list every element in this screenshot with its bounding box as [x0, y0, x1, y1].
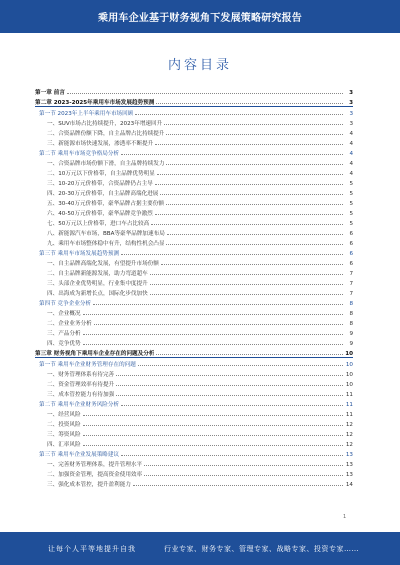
toc-entry[interactable]	[35, 358, 353, 368]
toc-entry[interactable]	[35, 418, 353, 428]
toc-leader-dots	[166, 244, 343, 245]
toc-entry[interactable]	[35, 398, 353, 408]
document-footer	[0, 532, 400, 565]
toc-entry[interactable]	[35, 438, 353, 448]
toc-entry[interactable]	[35, 107, 353, 117]
toc-entry[interactable]	[35, 137, 353, 147]
toc-entry[interactable]	[35, 287, 353, 297]
toc-leader-dots	[155, 214, 343, 215]
toc-entry-text: 四、竞争优势	[47, 341, 81, 347]
toc-entry[interactable]	[35, 257, 353, 267]
toc-entry-page: 13	[345, 472, 353, 478]
page-number: 1	[343, 514, 347, 520]
toc-entry-page: 11	[345, 412, 353, 418]
toc-entry-page: 6	[349, 251, 353, 257]
toc-entry-text: 第三节 乘用车企业发展策略建议	[39, 452, 120, 458]
toc-leader-dots	[161, 264, 343, 265]
toc-entry[interactable]	[35, 247, 353, 257]
toc-entry[interactable]	[35, 267, 353, 277]
toc-entry[interactable]	[35, 227, 353, 237]
toc-leader-dots	[83, 314, 343, 315]
toc-leader-dots	[156, 354, 343, 355]
toc-leader-dots	[160, 194, 343, 195]
toc-leader-dots	[155, 144, 343, 145]
toc-entry-text: 二、10万元以下价格带，自主品牌优势明显	[47, 171, 155, 177]
toc-entry-page: 6	[349, 241, 353, 247]
toc-leader-dots	[151, 224, 343, 225]
toc-leader-dots	[150, 284, 343, 285]
toc-entry-text: 第三节 乘用车市场发展趋势预测	[39, 251, 120, 257]
toc-entry-text: 五、30-40万元价格带，豪华品牌占据主要份额	[47, 201, 164, 207]
toc-entry-page: 7	[349, 271, 353, 277]
toc-leader-dots	[93, 304, 343, 305]
toc-entry-page: 5	[349, 191, 353, 197]
toc-entry-text: 四、20-30万元价格带，自主品牌高端化进展	[47, 191, 159, 197]
toc-entry[interactable]	[35, 428, 353, 438]
toc-entry-text: 第一节 乘用车企业财务管理存在的问题	[39, 362, 136, 368]
toc-leader-dots	[156, 103, 343, 104]
toc-entry[interactable]	[35, 368, 353, 378]
toc-entry-page: 10	[345, 362, 353, 368]
toc-entry-page: 3	[349, 111, 353, 117]
toc-entry-text: 第二节 乘用车市场竞争格局分析	[39, 151, 120, 157]
toc-entry-text: 三、筹资风险	[47, 432, 81, 438]
toc-leader-dots	[166, 164, 343, 165]
toc-entry[interactable]	[35, 187, 353, 197]
toc-entry[interactable]	[35, 197, 353, 207]
footer-slogan: 让每个人平等地提升自我	[48, 544, 136, 553]
toc-entry-text: 一、合资品牌市场份额下滑，自主品牌持续发力	[47, 161, 165, 167]
toc-entry[interactable]	[35, 327, 353, 337]
document-title: 乘用车企业基于财务视角下发展策略研究报告	[98, 13, 302, 24]
toc-entry[interactable]	[35, 96, 353, 107]
toc-entry-page: 3	[349, 100, 353, 106]
toc-entry[interactable]	[35, 237, 353, 247]
toc-entry-page: 7	[349, 291, 353, 297]
toc-entry[interactable]	[35, 307, 353, 317]
toc-entry[interactable]	[35, 337, 353, 347]
toc-entry-text: 一、企业概况	[47, 311, 81, 317]
toc-entry-text: 二、合资品牌份额下降，自主品牌占比持续提升	[47, 131, 165, 137]
toc-entry-page: 4	[349, 171, 353, 177]
toc-entry[interactable]	[35, 297, 353, 307]
toc-leader-dots	[150, 274, 343, 275]
toc-entry-page: 10	[345, 351, 353, 357]
toc-entry-page: 11	[345, 402, 353, 408]
toc-entry-page: 12	[345, 432, 353, 438]
toc-entry-text: 二、自主品牌新能源发展，助力弯道超车	[47, 271, 148, 277]
toc-leader-dots	[135, 114, 343, 115]
toc-leader-dots	[83, 445, 343, 446]
toc-entry-page: 14	[345, 482, 353, 488]
toc-leader-dots	[121, 154, 343, 155]
toc-entry-text: 二、企业业务分析	[47, 321, 92, 327]
toc-entry-page: 8	[349, 301, 353, 307]
toc-entry[interactable]	[35, 147, 353, 157]
toc-entry[interactable]	[35, 127, 353, 137]
toc-entry-text: 二、资金管理效率有待提升	[47, 382, 115, 388]
toc-entry[interactable]	[35, 347, 353, 358]
toc-entry-text: 一、SUV市场占比持续提升，2023年增速回升	[47, 121, 163, 127]
toc-entry-text: 一、财务管理体系有待完善	[47, 372, 115, 378]
toc-entry-page: 5	[349, 221, 353, 227]
toc-entry-text: 三、强化成本管控，提升盈利能力	[47, 482, 131, 488]
toc-entry-text: 一、经营风险	[47, 412, 81, 418]
toc-entry[interactable]	[35, 86, 353, 96]
toc-entry-page: 13	[345, 452, 353, 458]
toc-entry-page: 7	[349, 281, 353, 287]
document-header	[0, 0, 400, 33]
toc-entry-text: 四、汇率风险	[47, 442, 81, 448]
toc-entry-text: 四、出海成为新增长点，国际化步伐加快	[47, 291, 148, 297]
toc-leader-dots	[116, 375, 343, 376]
toc-entry-page: 10	[345, 382, 353, 388]
toc-entry-text: 七、50万元以上价格带，进口车占比较高	[47, 221, 150, 227]
toc-entry-text: 第三章 财务视角下乘用车企业存在的问题及分析	[35, 351, 155, 357]
toc-entry-text: 九、乘用车市场整体稳中有升，结构性机会凸显	[47, 241, 165, 247]
toc-entry-page: 3	[349, 90, 353, 96]
toc-entry-text: 六、40-50万元价格带，豪华品牌竞争激烈	[47, 211, 153, 217]
toc-entry-page: 8	[349, 311, 353, 317]
toc-leader-dots	[116, 395, 343, 396]
toc-entry[interactable]	[35, 177, 353, 187]
toc-entry-page: 6	[349, 261, 353, 267]
toc-entry-page: 5	[349, 211, 353, 217]
toc-leader-dots	[155, 184, 343, 185]
toc-entry-text: 第四节 竞争企业分析	[39, 301, 92, 307]
toc-leader-dots	[94, 324, 343, 325]
toc-entry[interactable]	[35, 217, 353, 227]
toc-entry-page: 4	[349, 151, 353, 157]
toc-leader-dots	[116, 385, 343, 386]
toc-entry-text: 第二节 乘用车企业财务风险分析	[39, 402, 120, 408]
toc-entry-page: 11	[345, 392, 353, 398]
toc-leader-dots	[83, 415, 343, 416]
toc-leader-dots	[83, 344, 343, 345]
toc-entry[interactable]	[35, 388, 353, 398]
toc-entry-page: 12	[345, 442, 353, 448]
toc-entry[interactable]	[35, 378, 353, 388]
toc-leader-dots	[164, 124, 343, 125]
toc-entry[interactable]	[35, 458, 353, 468]
toc-entry[interactable]	[35, 317, 353, 327]
toc-leader-dots	[144, 465, 343, 466]
toc-entry[interactable]	[35, 157, 353, 167]
toc-leader-dots	[121, 405, 343, 406]
toc-leader-dots	[83, 425, 343, 426]
toc-entry-page: 4	[349, 141, 353, 147]
toc-entry[interactable]	[35, 167, 353, 177]
toc-entry-text: 三、成本管控能力有待加强	[47, 392, 115, 398]
toc-entry-page: 4	[349, 131, 353, 137]
toc-entry[interactable]	[35, 468, 353, 478]
toc-entry-text: 三、10-20万元价格带，合资品牌仍占主导	[47, 181, 153, 187]
toc-entry[interactable]	[35, 117, 353, 127]
toc-entry-page: 5	[349, 201, 353, 207]
toc-entry-page: 3	[349, 121, 353, 127]
toc-heading: 内容目录	[167, 58, 232, 73]
toc-leader-dots	[133, 485, 343, 486]
toc-entry-text: 一、自主品牌高端化发展，有望提升市场份额	[47, 261, 159, 267]
toc-leader-dots	[138, 365, 343, 366]
toc-entry-text: 第一节 2023年上半年乘用车市场回顾	[39, 111, 134, 117]
toc-entry-page: 13	[345, 462, 353, 468]
toc-entry-text: 第二章 2023-2025年乘用车市场发展趋势预测	[35, 100, 155, 106]
toc-leader-dots	[121, 254, 343, 255]
toc-entry-page: 4	[349, 161, 353, 167]
toc-entry-page: 5	[349, 181, 353, 187]
toc-entry[interactable]	[35, 408, 353, 418]
toc-leader-dots	[83, 435, 343, 436]
toc-entry[interactable]	[35, 207, 353, 217]
toc-leader-dots	[83, 334, 343, 335]
toc-leader-dots	[67, 93, 343, 94]
toc-entry-page: 9	[349, 341, 353, 347]
toc-entry-text: 三、头部企业优势明显，行业集中度提升	[47, 281, 148, 287]
toc-entry[interactable]	[35, 478, 353, 488]
toc-leader-dots	[157, 174, 343, 175]
toc-leader-dots	[150, 294, 343, 295]
toc-leader-dots	[121, 455, 343, 456]
toc-entry-text: 二、投资风险	[47, 422, 81, 428]
toc-entry[interactable]	[35, 277, 353, 287]
toc-leader-dots	[166, 134, 343, 135]
table-of-contents	[35, 86, 353, 488]
toc-entry-page: 10	[345, 372, 353, 378]
toc-entry-page: 8	[349, 321, 353, 327]
toc-entry-page: 12	[345, 422, 353, 428]
toc-entry-page: 6	[349, 231, 353, 237]
toc-entry[interactable]	[35, 448, 353, 458]
footer-experts: 行业专家、财务专家、管理专家、战略专家、投资专家……	[164, 544, 359, 553]
toc-entry-text: 第一章 前言	[35, 90, 65, 96]
toc-leader-dots	[167, 234, 343, 235]
toc-leader-dots	[144, 475, 343, 476]
toc-entry-text: 二、加强资金管理，提高资金使用效率	[47, 472, 143, 478]
toc-entry-text: 一、完善财务管理体系，提升管理水平	[47, 462, 143, 468]
toc-entry-page: 9	[349, 331, 353, 337]
toc-entry-text: 八、新能源汽车市场，BBA等豪华品牌加速布局	[47, 231, 165, 237]
toc-leader-dots	[166, 204, 343, 205]
toc-entry-text: 三、产品分析	[47, 331, 81, 337]
toc-entry-text: 三、新能源市场快速发展，渗透率不断提升	[47, 141, 154, 147]
